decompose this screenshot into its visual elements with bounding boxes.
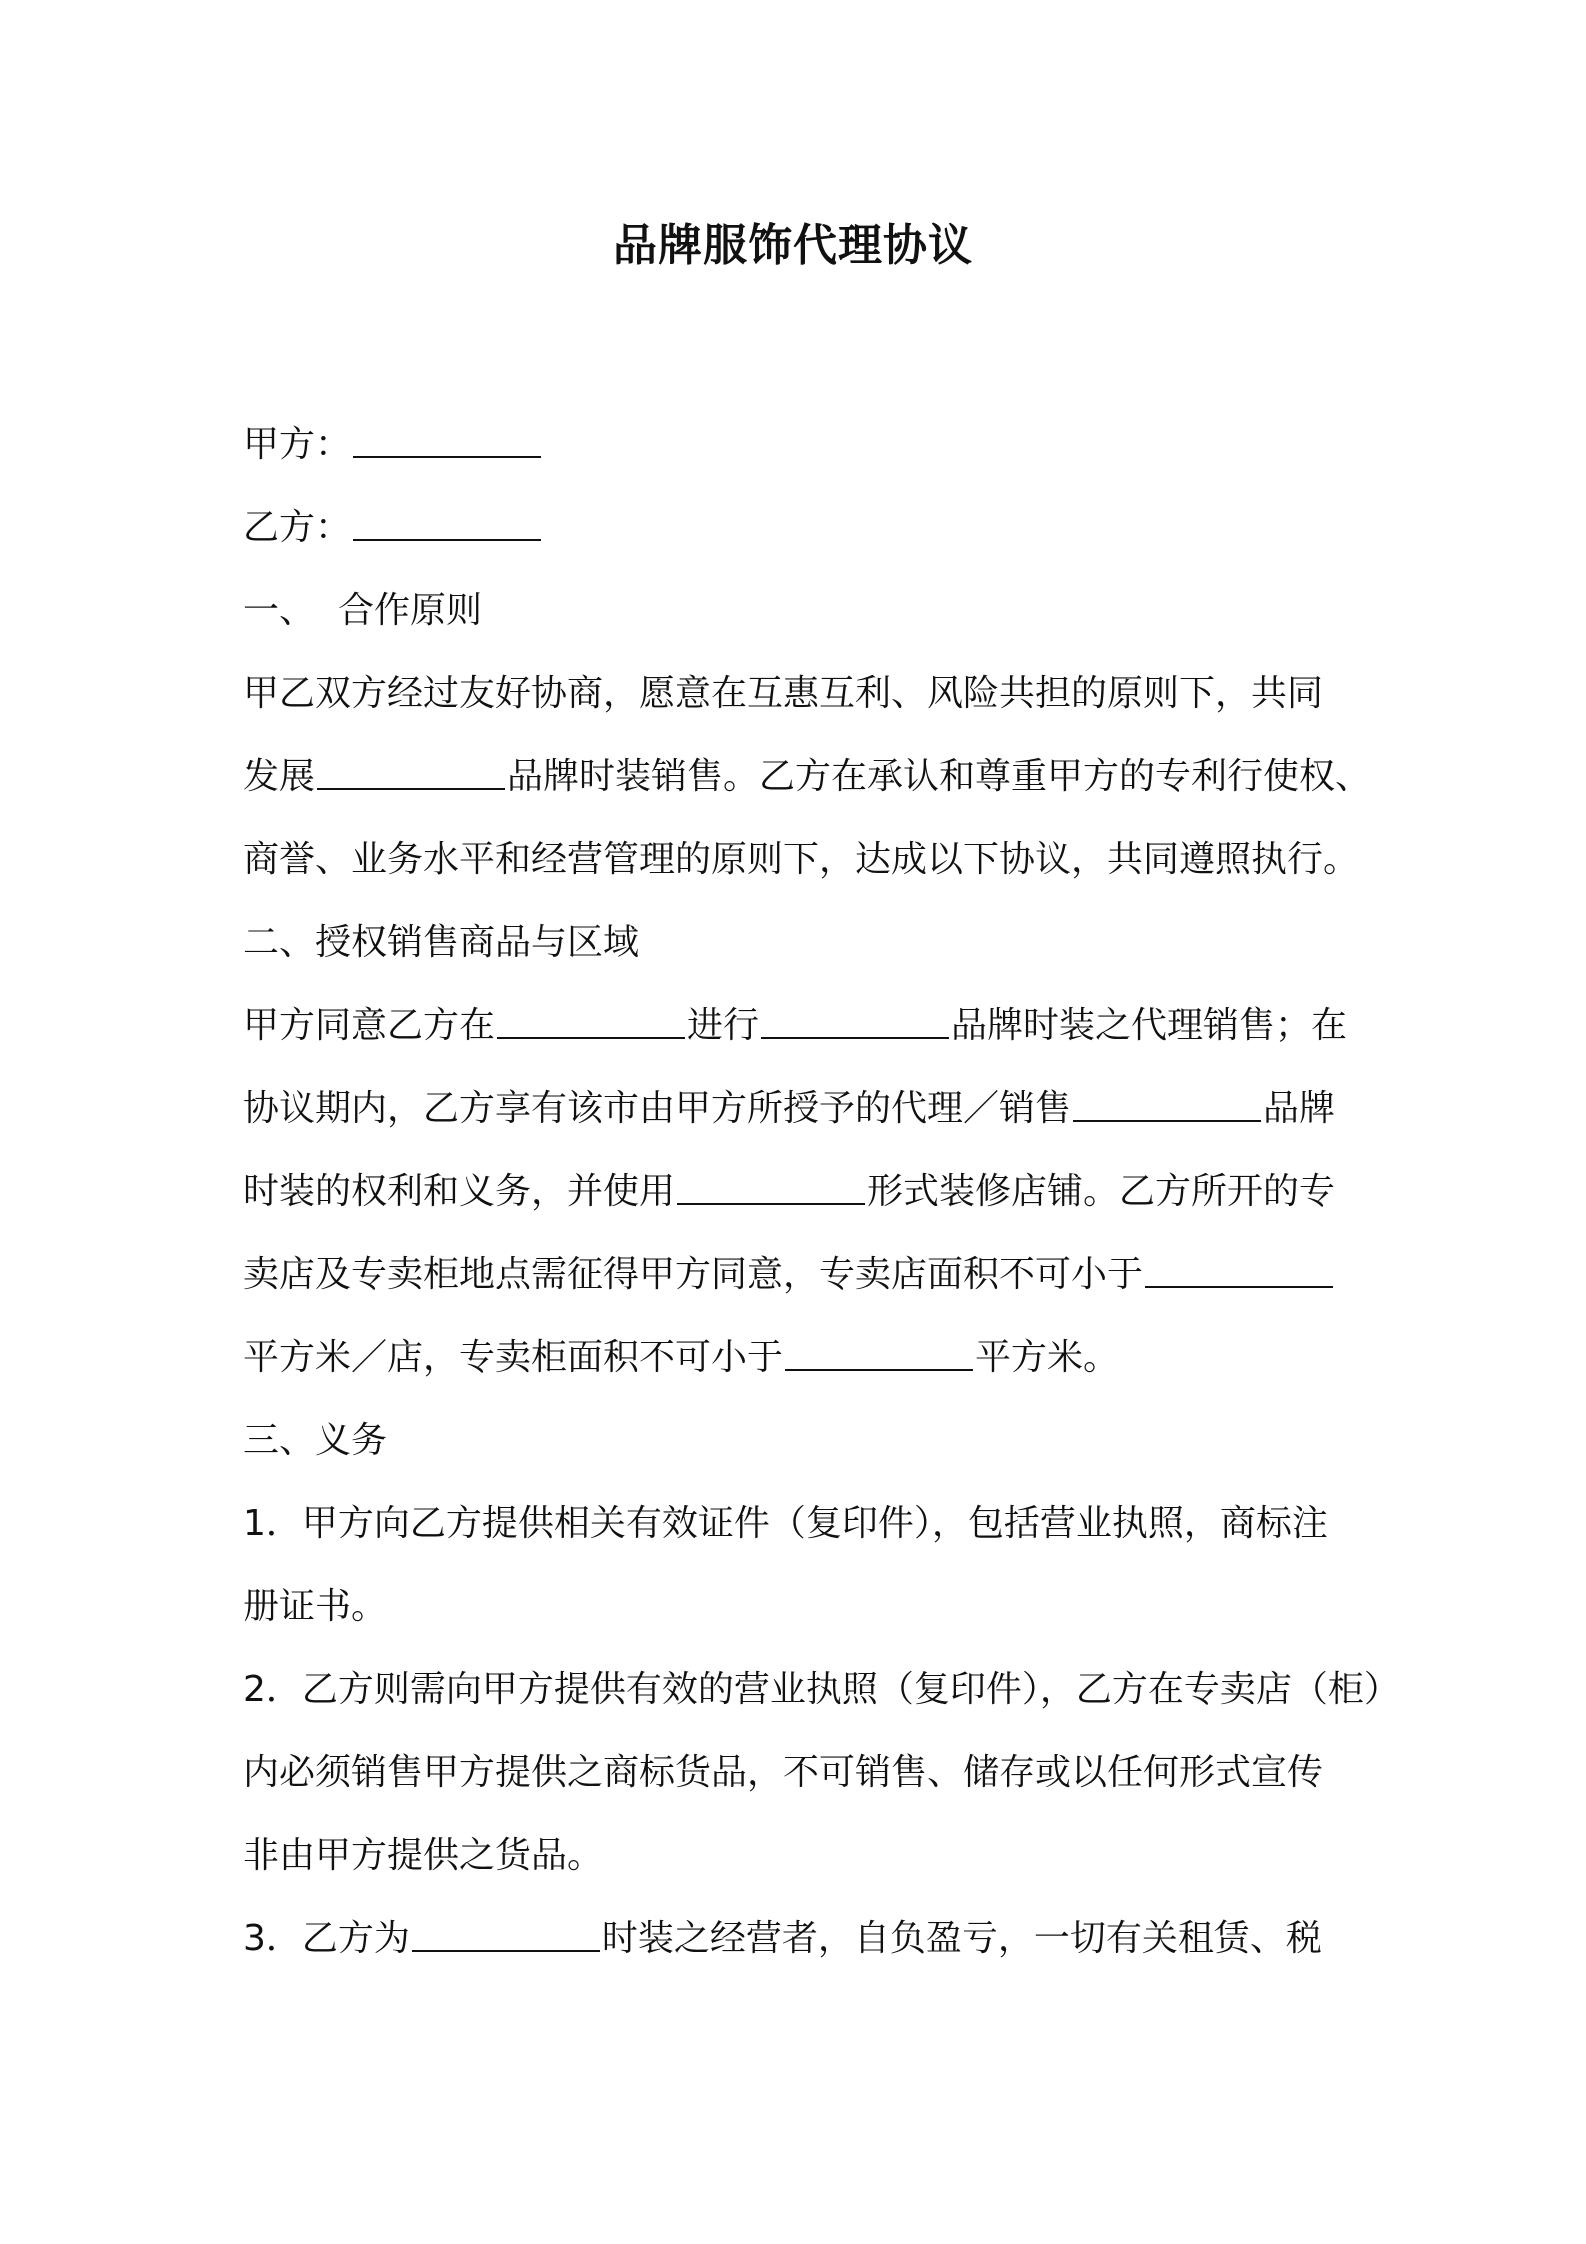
section1-number: 一、 [243,590,316,631]
para2-text2a: 协议期内，乙方享有该市由甲方所授予的代理／销售 [243,1088,1072,1129]
para1-line1 [243,652,1363,735]
item1-line1 [243,1482,1363,1565]
party-b-label: 乙方： [243,507,352,548]
party-a-line [243,403,1363,486]
para1-text3: 商誉、业务水平和经营管理的原则下，达成以下协议，共同遵照执行。 [243,839,1360,880]
item2-text3: 非由甲方提供之货品。 [243,1835,604,1876]
party-a-label: 甲方： [243,424,352,465]
item3-line1 [243,1897,1363,1980]
section2-heading [243,901,1363,984]
item1-line2 [243,1565,1363,1648]
section1-heading [243,569,1363,652]
item3-text1b: 时装之经营者，自负盈亏，一切有关租赁、税 [601,1918,1322,1959]
item2-line2 [243,1731,1363,1814]
para2-text4a: 卖店及专卖柜地点需征得甲方同意，专卖店面积不可小于 [243,1254,1144,1295]
para2-text3b: 形式装修店铺。乙方所开的专 [867,1171,1336,1212]
item2-text1: 2．乙方则需向甲方提供有效的营业执照（复印件），乙方在专卖店（柜） [243,1669,1400,1710]
para2-line3 [243,1150,1363,1233]
brand-blank-3 [1073,1090,1261,1122]
party-a-blank [353,426,541,458]
para2-line5 [243,1316,1363,1399]
para2-text5a: 平方米／店，专卖柜面积不可小于 [243,1337,784,1378]
para1-text1: 甲乙双方经过友好协商，愿意在互惠互利、风险共担的原则下，共同 [243,673,1324,714]
para2-line2 [243,1067,1363,1150]
item3-text1a: 3．乙方为 [243,1918,410,1959]
location-blank [497,1007,685,1039]
section2-title: 二、授权销售商品与区域 [243,922,640,963]
para2-text1b: 进行 [687,1005,760,1046]
item1-text2: 册证书。 [243,1586,388,1627]
para2-text1a: 甲方同意乙方在 [243,1005,496,1046]
para2-line4 [243,1233,1363,1316]
operator-brand-blank [412,1920,600,1952]
para1-line3 [243,818,1363,901]
party-b-line [243,486,1363,569]
section3-title: 三、义务 [243,1420,388,1461]
section3-heading [243,1399,1363,1482]
para2-text2b: 品牌 [1263,1088,1336,1129]
party-b-blank [353,509,541,541]
para1-text2b: 品牌时装销售。乙方在承认和尊重甲方的专利行使权、 [507,756,1372,797]
brand-blank-1 [317,758,505,790]
document-title: 品牌服饰代理协议 [613,220,973,271]
para2-text3a: 时装的权利和义务，并使用 [243,1171,676,1212]
item2-line1 [243,1648,1400,1731]
brand-blank-2 [761,1007,949,1039]
document-body [243,403,1400,1980]
item2-text2: 内必须销售甲方提供之商标货品，不可销售、储存或以任何形式宣传 [243,1752,1324,1793]
section1-title: 合作原则 [338,590,483,631]
para1-line2 [243,735,1372,818]
counter-area-blank [785,1339,973,1371]
para2-text5b: 平方米。 [975,1337,1120,1378]
item2-line3 [243,1814,1363,1897]
item1-text1: 1．甲方向乙方提供相关有效证件（复印件），包括营业执照，商标注 [243,1503,1328,1544]
decoration-style-blank [677,1173,865,1205]
para1-text2a: 发展 [243,756,316,797]
store-area-blank [1145,1256,1333,1288]
para2-line1 [243,984,1363,1067]
para2-text1c: 品牌时装之代理销售；在 [951,1005,1348,1046]
